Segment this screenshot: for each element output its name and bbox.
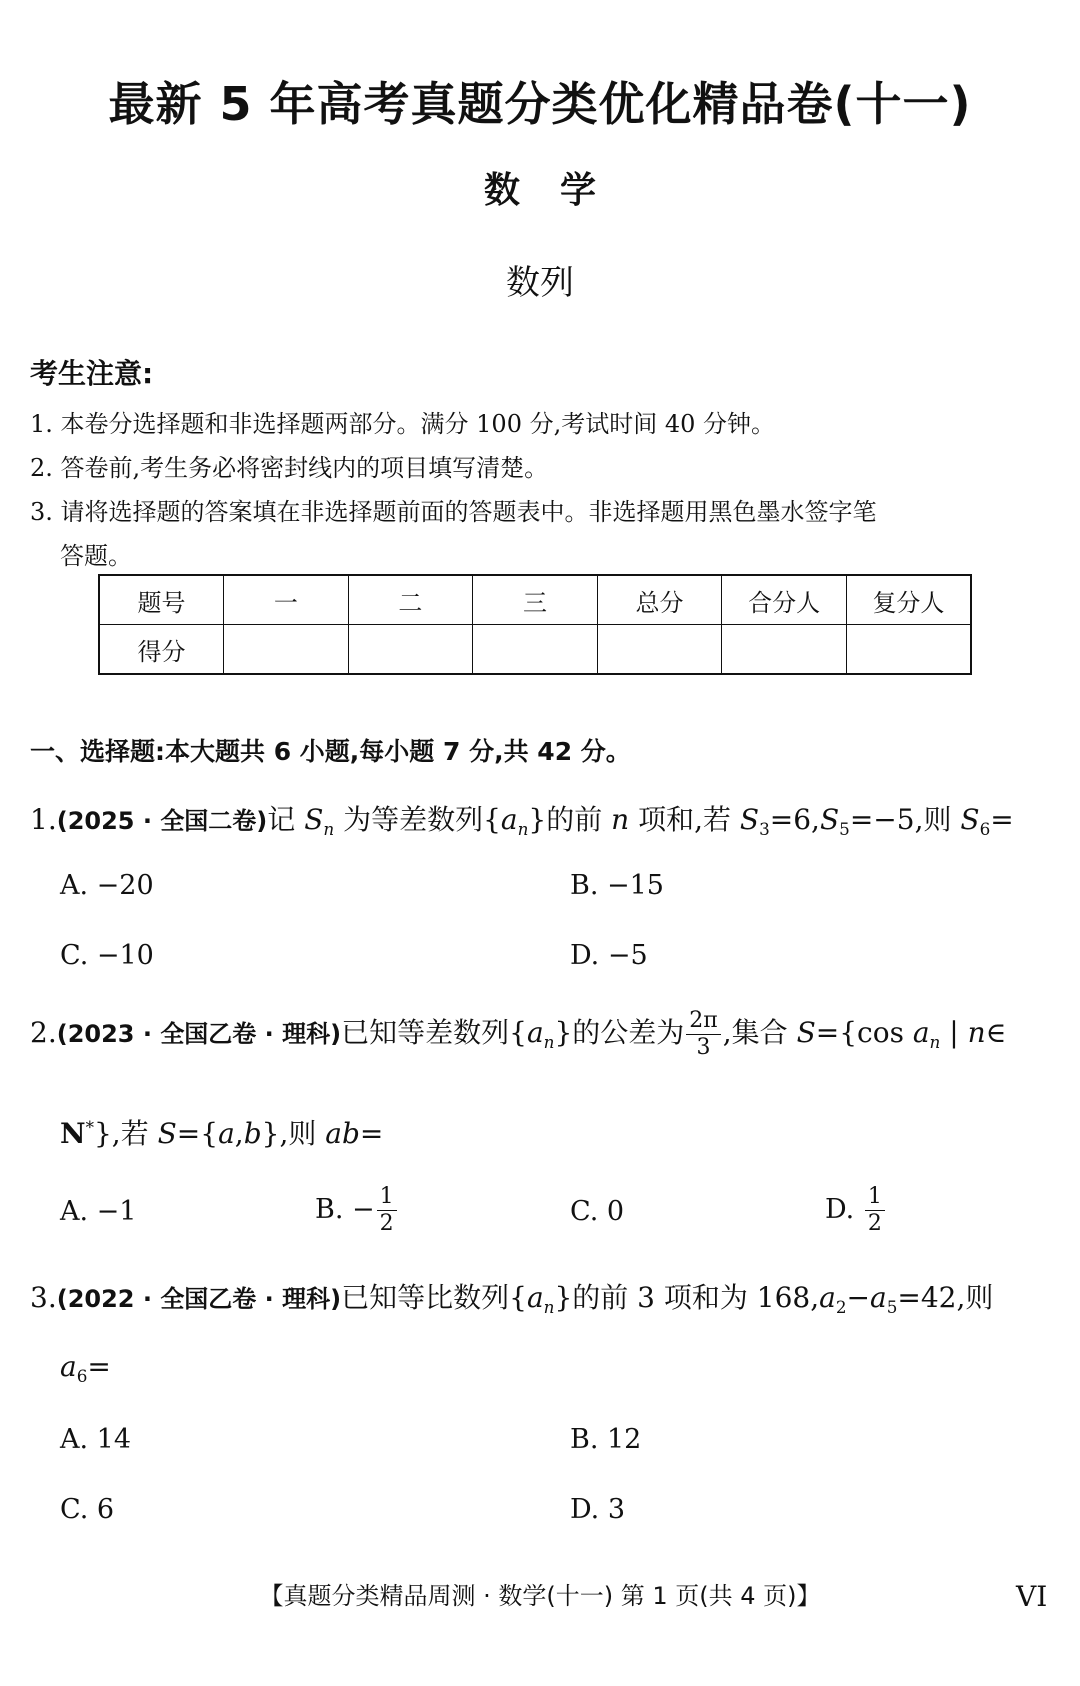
score-cell[interactable] <box>348 625 473 675</box>
fraction: $\frac{1}{2}$ <box>377 1186 397 1235</box>
page-footer: 【真题分类精品周测 · 数学(十一) 第 1 页(共 4 页)】 <box>259 1582 821 1610</box>
score-table-header-row <box>99 575 971 625</box>
score-header-cell: 二 <box>348 575 473 625</box>
score-row-label: 得分 <box>99 625 224 675</box>
option-A[interactable]: A. 14 <box>60 1424 132 1455</box>
score-header-cell: 总分 <box>597 575 722 625</box>
option-C[interactable]: C. 6 <box>60 1494 115 1525</box>
question-3-stem-cont: $a_6=$ <box>60 1350 111 1386</box>
notice-heading: 考生注意: <box>30 357 154 390</box>
score-cell[interactable] <box>224 625 349 675</box>
section-heading: 一、选择题:本大题共 6 小题,每小题 7 分,共 42 分。 <box>30 737 631 766</box>
paper-title: 最新 5 年高考真题分类优化精品卷(十一) <box>108 77 972 131</box>
score-header-cell: 题号 <box>99 575 224 625</box>
score-table <box>98 574 972 675</box>
notice-item-3: 3. 请将选择题的答案填在非选择题前面的答题表中。非选择题用黑色墨水签字笔 <box>30 498 877 526</box>
option-A[interactable]: A. −20 <box>60 870 154 901</box>
score-cell[interactable] <box>597 625 722 675</box>
question-2-stem-cont: N*},若 S={a,b},则 ab= <box>60 1116 384 1150</box>
score-cell[interactable] <box>846 625 971 675</box>
question-1-stem: 1.(2025 · 全国二卷)记 $S_n$ 为等差数列$\{a_n\}$的前 n 项和,若 $S_3=6,S_5=-5$,则 $S_6=$ <box>30 803 1014 839</box>
score-cell[interactable] <box>473 625 598 675</box>
question-source: (2023 · 全国乙卷 · 理科) <box>56 1020 342 1048</box>
question-source: (2025 · 全国二卷) <box>56 807 268 835</box>
question-number: 1. <box>30 803 57 836</box>
option-B[interactable]: B. − $\frac{1}{2}$ <box>315 1186 399 1235</box>
option-D[interactable]: D. −5 <box>570 940 648 971</box>
notice-item-1: 1. 本卷分选择题和非选择题两部分。满分 100 分,考试时间 40 分钟。 <box>30 410 776 438</box>
version-code: VI <box>1016 1580 1048 1613</box>
option-B[interactable]: B. 12 <box>570 1424 642 1455</box>
subject-heading: 数学 <box>483 170 636 211</box>
score-header-cell: 复分人 <box>846 575 971 625</box>
option-A[interactable]: A. −1 <box>60 1196 137 1227</box>
option-C[interactable]: C. −10 <box>60 940 154 971</box>
fraction: $\frac{2\pi}{3}$ <box>686 1010 720 1059</box>
notice-item-2: 2. 答卷前,考生务必将密封线内的项目填写清楚。 <box>30 454 549 482</box>
score-header-cell: 三 <box>473 575 598 625</box>
score-header-cell: 合分人 <box>722 575 847 625</box>
question-2-stem: 2.(2023 · 全国乙卷 · 理科)已知等差数列$\{a_n\}$的公差为 $\frac{2\pi}{3}$ ,集合 S={cos $a_n$ | n∈ <box>30 1008 1007 1060</box>
topic-heading: 数列 <box>506 263 574 303</box>
fraction: $\frac{1}{2}$ <box>865 1186 885 1235</box>
option-C[interactable]: C. 0 <box>570 1196 625 1227</box>
notice-item-3-cont: 答题。 <box>60 542 132 570</box>
question-number: 3. <box>30 1281 57 1314</box>
option-B[interactable]: B. −15 <box>570 870 664 901</box>
option-D[interactable]: D. 3 <box>570 1494 626 1525</box>
score-cell[interactable] <box>722 625 847 675</box>
question-number: 2. <box>30 1016 57 1049</box>
question-source: (2022 · 全国乙卷 · 理科) <box>56 1285 342 1313</box>
question-3-stem: 3.(2022 · 全国乙卷 · 理科)已知等比数列$\{a_n\}$的前 3 项和为 $168,a_2-a_5=42$,则 <box>30 1281 994 1317</box>
score-header-cell: 一 <box>224 575 349 625</box>
option-D[interactable]: D. $\frac{1}{2}$ <box>825 1186 887 1235</box>
score-table-score-row <box>99 625 971 675</box>
